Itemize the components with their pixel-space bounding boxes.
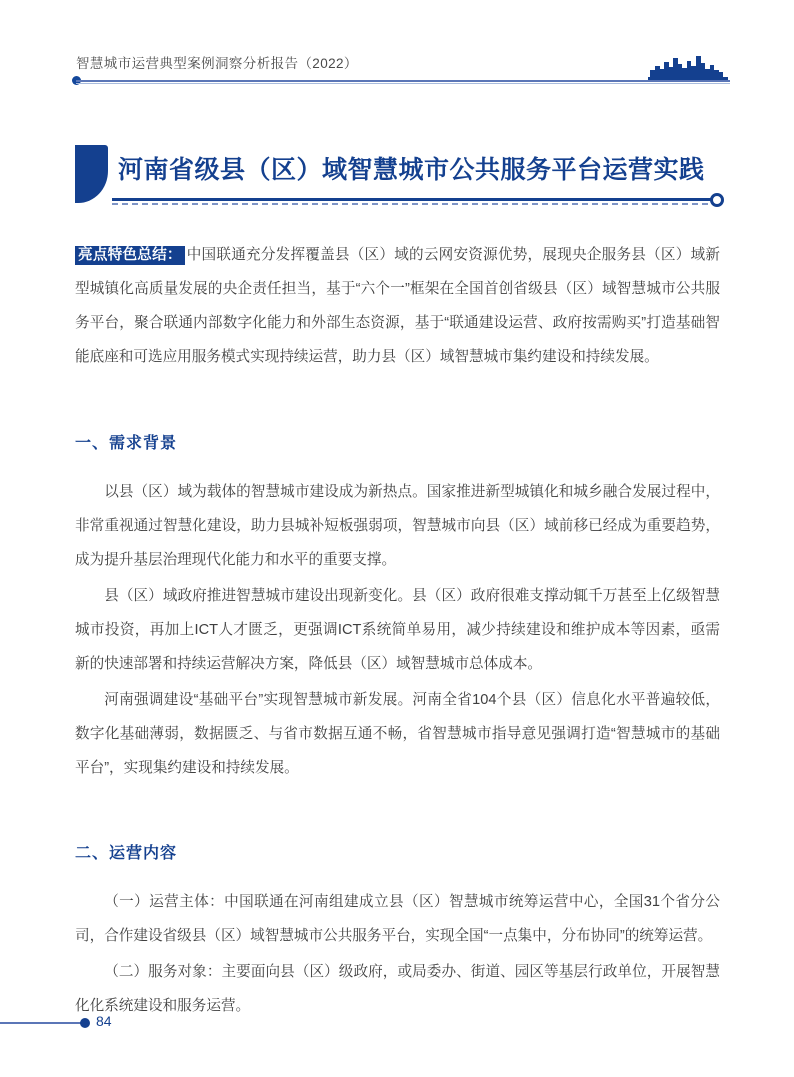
title-underline [112, 198, 718, 201]
summary-text: 中国联通充分发挥覆盖县（区）域的云网安资源优势，展现央企服务县（区）域新型城镇化高质量发展的央企责任担当，基于“六个一”框架在全国首创省级县（区）域智慧城市公共服务平台，聚合联通内部数字化能力和外部生态资源，基于“联通建设运营、政府按需购买”打造基础智能底座和可选应用服务模式实现持续运营，助力县（区）域智慧城市集约建设和持续发展。 [75, 247, 720, 365]
page-footer [0, 1005, 794, 1045]
section-heading-requirements: 一、需求背景 [75, 435, 178, 452]
running-header-title: 智慧城市运营典型案例洞察分析报告（2022） [76, 56, 358, 71]
section-heading-operations: 二、运营内容 [75, 845, 178, 862]
spacer [75, 785, 720, 840]
page-number: 84 [96, 1013, 112, 1029]
chapter-title-block [0, 140, 794, 220]
paragraph: 河南强调建设“基础平台”实现智慧城市新发展。河南全省104个县（区）信息化水平普遍较低，数字化基础薄弱，数据匮乏、与省市数据互通不畅，省智慧城市指导意见强调打造“智慧城市的基础平台”，实现集约建设和持续发展。 [75, 692, 720, 776]
title-underline-endcap-icon [710, 193, 724, 207]
paragraph: （一）运营主体：中国联通在河南组建成立县（区）智慧城市统筹运营中心，全国31个省分公司，合作建设省级县（区）域智慧城市公共服务平台，实现全国“一点集中，分布协同”的统筹运营。 [75, 894, 720, 944]
summary-paragraph [75, 238, 720, 374]
page-header [0, 0, 794, 100]
summary-tag-label: 亮点特色总结： [75, 246, 185, 265]
header-rule-secondary [76, 83, 730, 84]
spacer [75, 374, 720, 430]
page-content [75, 238, 720, 1023]
paragraph: 县（区）域政府推进智慧城市建设出现新变化。县（区）政府很难支撑动辄千万甚至上亿级智慧城市投资，再加上ICT人才匮乏，更强调ICT系统简单易用，减少持续建设和维护成本等因素，亟需新的快速部署和持续运营解决方案，降低县（区）域智慧城市总体成本。 [75, 588, 720, 672]
city-skyline-icon [648, 47, 730, 80]
spacer [75, 453, 720, 475]
header-rule [76, 80, 730, 82]
title-underline-dashed [112, 203, 718, 205]
spacer [75, 863, 720, 885]
paragraph: （二）服务对象：主要面向县（区）级政府，或局委办、街道、园区等基层行政单位，开展智慧化化系统建设和服务运营。 [75, 964, 720, 1014]
title-decoration-mark [75, 145, 108, 203]
paragraph: 以县（区）域为载体的智慧城市建设成为新热点。国家推进新型城镇化和城乡融合发展过程中，非常重视通过智慧化建设，助力县城补短板强弱项，智慧城市向县（区）域前移已经成为重要趋势，成为提升基层治理现代化能力和水平的重要支撑。 [75, 484, 720, 568]
footer-rule [0, 1022, 85, 1024]
page-title: 河南省级县（区）域智慧城市公共服务平台运营实践 [118, 156, 705, 184]
footer-rule-dot [80, 1018, 90, 1028]
